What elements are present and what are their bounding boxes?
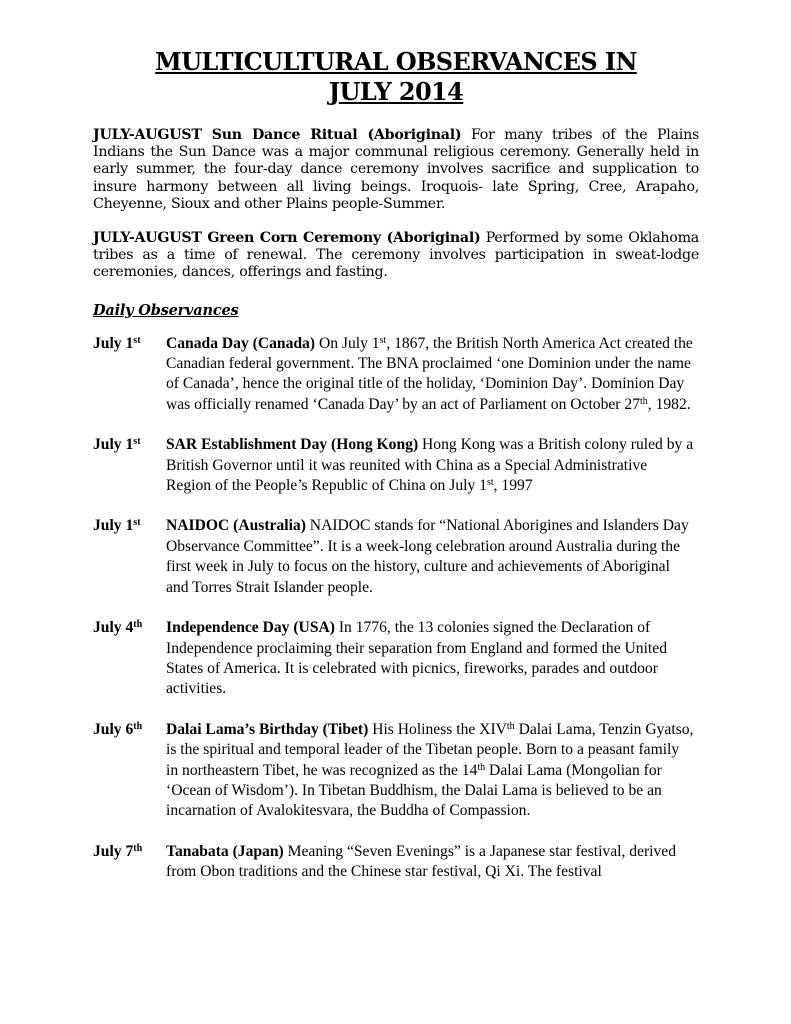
observance-description: NAIDOC (Australia) NAIDOC stands for “National Aborigines and Islanders Day Observance Committee”. It is a week-long celebration around Australia during the first week in July to focus on the history, culture and achievements of Aboriginal and Torres Strait Islander people. bbox=[166, 517, 689, 596]
intro-paragraph-green-corn bbox=[93, 230, 699, 282]
observance-name: Canada Day (Canada) bbox=[166, 334, 316, 352]
observance-description: Independence Day (USA) In 1776, the 13 colonies signed the Declaration of Independence proclaiming their separation from England and formed the United States of America. It is celebrated with picnics, fireworks, parades and outdoor activities. bbox=[166, 619, 667, 698]
observance-entry bbox=[93, 334, 699, 416]
page-title-line-2: JULY 2014 bbox=[328, 77, 464, 106]
observance-name: Tanabata (Japan) bbox=[166, 842, 284, 860]
intro-heading: JULY-AUGUST Sun Dance Ritual (Aboriginal) bbox=[93, 127, 462, 143]
intro-paragraph-sun-dance bbox=[93, 127, 699, 213]
observance-date: July 1st bbox=[93, 436, 141, 454]
observance-date: July 1st bbox=[93, 517, 141, 535]
observance-date: July 6th bbox=[93, 720, 143, 738]
observance-name: NAIDOC (Australia) bbox=[166, 517, 306, 535]
observance-name: Dalai Lama’s Birthday (Tibet) bbox=[166, 720, 369, 738]
page-title bbox=[93, 47, 699, 107]
document-page bbox=[93, 47, 699, 903]
observance-description: Dalai Lama’s Birthday (Tibet) His Holiness the XIVth Dalai Lama, Tenzin Gyatso, is the spiritual and temporal leader of the Tibetan people. Born to a peasant family in northeastern Tibet, he was recognized as the 14th Dalai Lama (Mongolian for ‘Ocean of Wisdom’). In Tibetan Buddhism, the Dalai Lama is believed to be an incarnation of Avalokitesvara, the Buddha of Compassion. bbox=[166, 720, 694, 820]
observance-entry bbox=[93, 720, 699, 822]
observance-date: July 1st bbox=[93, 334, 141, 352]
intro-heading: JULY-AUGUST Green Corn Ceremony (Aboriginal) bbox=[93, 230, 481, 247]
observance-entry bbox=[93, 618, 699, 700]
observance-description: Canada Day (Canada) On July 1st, 1867, the British North America Act created the Canadian federal government. The BNA proclaimed ‘one Dominion under the name of Canada’, hence the original title of the holiday, ‘Dominion Day’. Dominion Day was officially renamed ‘Canada Day’ by an act of Parliament on October 27th, 1982. bbox=[166, 334, 693, 413]
observance-date: July 7th bbox=[93, 842, 143, 860]
observance-entry bbox=[93, 842, 699, 883]
observance-entry bbox=[93, 516, 699, 598]
page-title-line-1: MULTICULTURAL OBSERVANCES IN bbox=[155, 47, 637, 76]
observance-date: July 4th bbox=[93, 619, 143, 637]
observance-name: Independence Day (USA) bbox=[166, 619, 335, 637]
daily-observances-heading: Daily Observances bbox=[93, 301, 239, 319]
observance-description: Tanabata (Japan) Meaning “Seven Evenings” is a Japanese star festival, derived from Obon traditions and the Chinese star festival, Qi Xi. The festival bbox=[166, 842, 677, 881]
intro-text: Performed by some Oklahoma tribes as a time of renewal. The ceremony involves participation in sweat-lodge ceremonies, dances, offerings and fasting. bbox=[93, 230, 700, 281]
observance-name: SAR Establishment Day (Hong Kong) bbox=[166, 436, 419, 454]
observance-description: SAR Establishment Day (Hong Kong) Hong Kong was a British colony ruled by a British Governor until it was reunited with China as a Special Administrative Region of the People’s Republic of China on July 1st, 1997 bbox=[166, 436, 694, 495]
intro-text: For many tribes of the Plains Indians the Sun Dance was a major communal religious ceremony. Generally held in early summer, the four-day dance ceremony involves sacrifice and supplication to insure harmony between all living beings. Iroquois- late Spring, Cree, Arapaho, Cheyenne, Sioux and other Plains people-Summer. bbox=[93, 127, 699, 212]
observance-entry bbox=[93, 435, 699, 496]
